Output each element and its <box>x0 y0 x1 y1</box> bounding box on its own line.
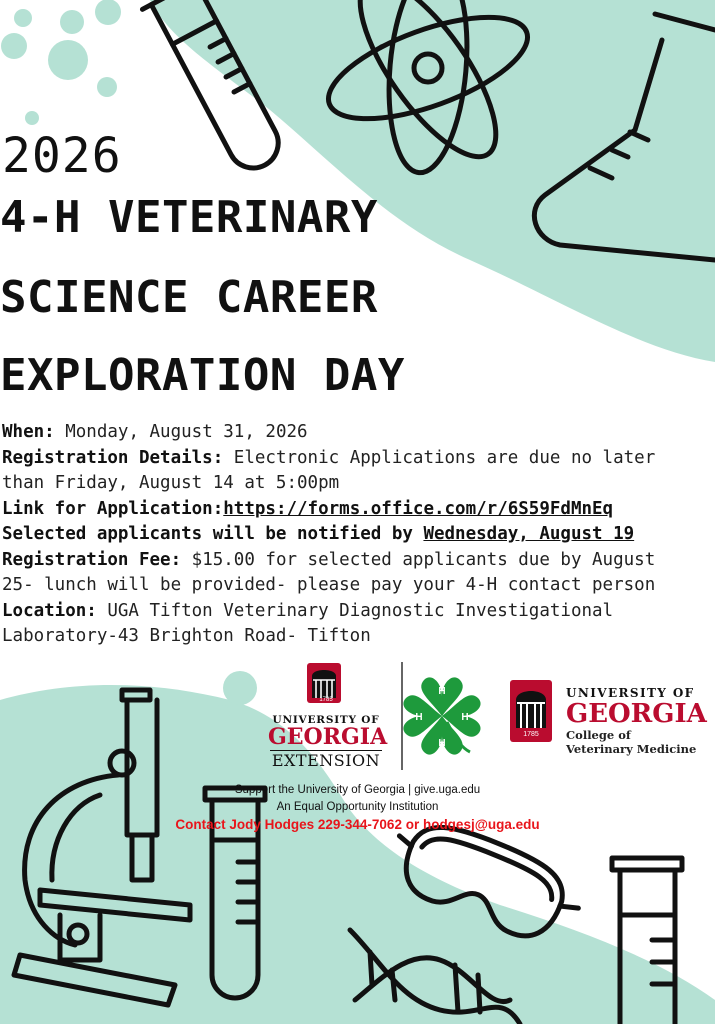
notify-row <box>2 522 712 548</box>
registration-row <box>2 446 712 472</box>
when-value: Monday, August 31, 2026 <box>54 422 308 442</box>
application-link[interactable]: https://forms.office.com/r/6S59FdMnEq <box>223 498 614 519</box>
svg-text:H: H <box>438 686 446 697</box>
bubbles-top-icon <box>1 0 121 125</box>
equal-opportunity-text: An Equal Opportunity Institution <box>276 801 439 813</box>
svg-text:H: H <box>461 712 469 723</box>
location-row-cont: Laboratory-43 Brighton Road- Tifton <box>2 626 371 646</box>
extension-logo <box>268 697 388 771</box>
notify-text: Selected applicants will be notified by <box>2 524 424 544</box>
svg-text:H: H <box>438 738 446 749</box>
fee-row <box>2 548 712 574</box>
vet-line-4: Veterinary Medicine <box>566 742 697 756</box>
when-row <box>2 420 712 446</box>
registration-value: Electronic Applications are due no later <box>223 447 656 468</box>
contact-text: Contact Jody Hodges 229-344-7062 or hodgesj@uga.edu <box>175 817 540 832</box>
location-label: Location: <box>2 600 97 621</box>
fee-label: Registration Fee: <box>2 549 182 570</box>
registration-row-cont: than Friday, August 14 at 5:00pm <box>2 473 340 493</box>
fee-row-cont: 25- lunch will be provided- please pay your 4-H contact person <box>2 575 656 595</box>
vet-med-logo <box>566 686 715 756</box>
location-value: UGA Tifton Veterinary Diagnostic Investigational <box>96 600 614 621</box>
fee-value: $15.00 for selected applicants due by August <box>181 549 656 570</box>
arch-year: 1785 <box>319 697 333 703</box>
vet-line-3: College of <box>566 728 631 742</box>
arch-year-vet: 1785 <box>523 731 539 738</box>
when-label: When: <box>2 422 55 442</box>
link-row <box>2 497 712 523</box>
title-line-2: SCIENCE CAREER <box>0 272 378 323</box>
notify-date: Wednesday, August 19 <box>423 524 635 544</box>
vet-line-2: GEORGIA <box>566 699 707 729</box>
title-line-3: EXPLORATION DAY <box>0 350 405 401</box>
event-year: 2026 <box>2 128 122 184</box>
event-details <box>2 420 712 650</box>
extension-line-3: EXTENSION <box>271 751 381 770</box>
4-h-clover-icon <box>403 677 480 754</box>
extension-line-2: GEORGIA <box>268 724 388 750</box>
support-text: Support the University of Georgia | give.uga.edu <box>234 784 481 796</box>
extension-line-1: UNIVERSITY OF <box>272 714 380 726</box>
location-row <box>2 599 712 625</box>
svg-text:H: H <box>415 712 423 723</box>
title-line-1: 4-H VETERINARY <box>0 192 378 243</box>
link-label: Link for Application: <box>2 498 224 519</box>
registration-label: Registration Details: <box>2 447 224 468</box>
vet-line-1: UNIVERSITY OF <box>566 686 695 700</box>
